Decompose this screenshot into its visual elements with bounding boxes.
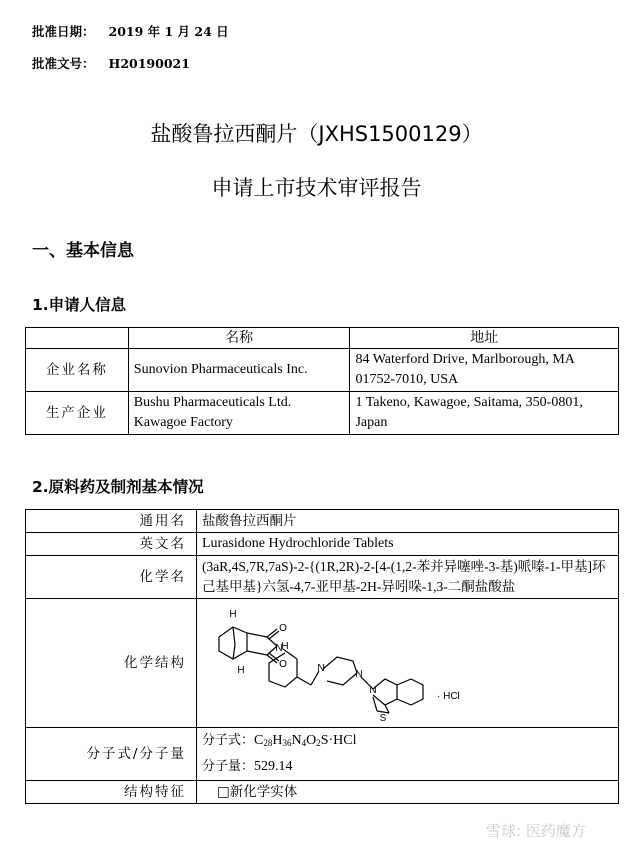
drug-info-table <box>25 509 619 804</box>
atom-h-top: H <box>229 609 237 620</box>
formula-sub: 2 <box>316 738 321 748</box>
table-row <box>26 510 619 533</box>
molecular-weight <box>202 755 613 779</box>
english-name-label: 英文名 <box>26 533 197 556</box>
generic-name-value: 盐酸鲁拉西酮片 <box>197 510 619 533</box>
table-row <box>26 533 619 556</box>
formula-cell <box>197 728 619 781</box>
section-heading-basic-info: 一、基本信息 <box>32 241 134 261</box>
mw-value: 529.14 <box>254 759 293 774</box>
formula-part: O <box>306 733 317 748</box>
approval-date-value: 2019 年 1 月 24 日 <box>108 24 229 39</box>
header-name: 名称 <box>128 328 350 349</box>
feature-label: 结构特征 <box>26 781 197 804</box>
atom-n-piperazine-1: N <box>317 663 325 674</box>
company-address: 84 Waterford Drive, Marlborough, MA 01752-7010, USA <box>350 349 619 392</box>
mw-prefix: 分子量： <box>202 759 255 774</box>
atom-o-top: O <box>279 623 287 634</box>
approval-number <box>32 54 190 72</box>
atom-n-benzisothiazole: N <box>369 685 377 696</box>
formula-prefix: 分子式： <box>202 733 255 748</box>
atom-h-bottom: H <box>237 665 245 676</box>
generic-name-label: 通用名 <box>26 510 197 533</box>
company-name: Sunovion Pharmaceuticals Inc. <box>128 349 350 392</box>
atom-n-piperazine-2: N <box>355 669 363 680</box>
header-address: 地址 <box>350 328 619 349</box>
table-row <box>26 392 619 435</box>
table-row <box>26 349 619 392</box>
formula-part: S·HCl <box>320 733 357 748</box>
approval-date-label: 批准日期： <box>32 24 95 39</box>
document-subtitle: 申请上市技术审评报告 <box>211 176 422 200</box>
subsection-drug-info: 2.原料药及制剂基本情况 <box>32 478 204 496</box>
table-row <box>26 728 619 781</box>
table-row <box>26 599 619 728</box>
atom-h-ring: H <box>281 641 289 652</box>
hcl-label: · HCl <box>437 691 460 702</box>
row-label: 企业名称 <box>26 349 129 392</box>
table-row <box>26 556 619 599</box>
table-header-row <box>26 328 619 349</box>
row-label: 生产企业 <box>26 392 129 435</box>
formula-label: 分子式/分子量 <box>26 728 197 781</box>
atom-s: S <box>379 713 387 724</box>
formula-part: N <box>291 733 302 748</box>
structure-label: 化学结构 <box>26 599 197 728</box>
formula-sub: 28 <box>263 738 273 748</box>
chemical-structure-diagram <box>197 599 617 727</box>
molecular-formula <box>202 729 613 755</box>
chemical-name-value: (3aR,4S,7R,7aS)-2-{(1R,2R)-2-[4-(1,2-苯并异噻唑-3-基)哌嗪-1-甲基]环己基甲基}六氢-4,7-亚甲基-2H-异吲哚-1,3-二酮盐酸盐 <box>197 556 619 599</box>
structure-cell <box>197 599 619 728</box>
empty-header-cell <box>26 328 129 349</box>
document-title: 盐酸鲁拉西酮片（JXHS1500129） <box>150 122 483 146</box>
feature-value: □新化学实体 <box>197 781 619 804</box>
table-row <box>26 781 619 804</box>
formula-part: C <box>254 733 264 748</box>
atom-n-imide: N <box>275 643 283 654</box>
approval-number-value: H20190021 <box>108 56 190 71</box>
atom-o-bottom: O <box>279 659 287 670</box>
applicant-table <box>25 327 619 435</box>
approval-date <box>32 22 229 40</box>
chemical-name-label: 化学名 <box>26 556 197 599</box>
english-name-value: Lurasidone Hydrochloride Tablets <box>197 533 619 556</box>
company-address: 1 Takeno, Kawagoe, Saitama, 350-0801, Japan <box>350 392 619 435</box>
formula-sub: 4 <box>301 738 307 748</box>
approval-number-label: 批准文号： <box>32 56 95 71</box>
watermark: 雪球: 医药魔方 <box>486 822 586 840</box>
company-name: Bushu Pharmaceuticals Ltd. Kawagoe Factory <box>128 392 350 435</box>
formula-sub: 36 <box>282 738 292 748</box>
formula-part: H <box>272 733 283 748</box>
subsection-applicant-info: 1.申请人信息 <box>32 296 127 314</box>
